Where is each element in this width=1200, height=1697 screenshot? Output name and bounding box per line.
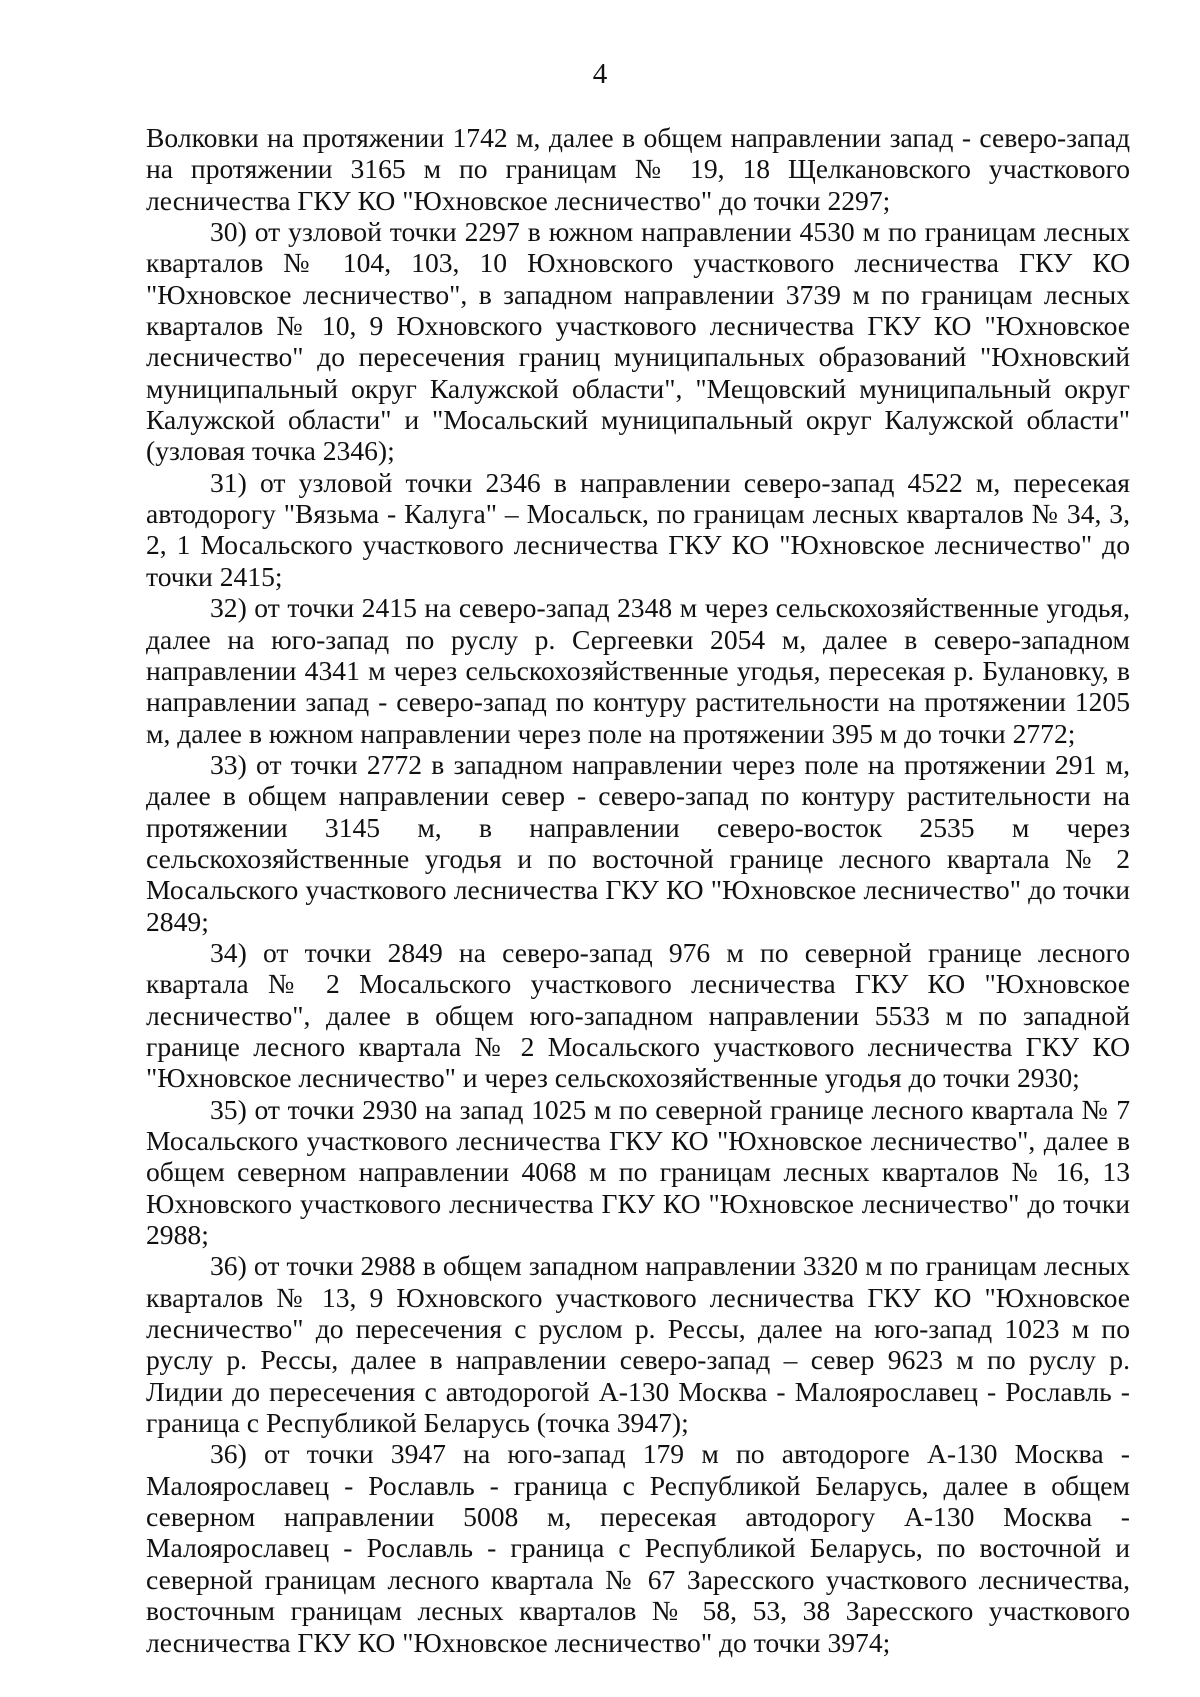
paragraph-item-35: 35) от точки 2930 на запад 1025 м по северной границе лесного квартала № 7 Мосальского участкового лесничества ГКУ КО "Юхновское лесничество", далее в общем северном направлении 4068 м по границам лесных кварталов № 16, 13 Юхновского участкового лесничества ГКУ КО "Юхновское лесничество" до точки 2988; — [146, 1093, 1130, 1251]
paragraph-item-30: 30) от узловой точки 2297 в южном направлении 4530 м по границам лесных кварталов № 104, 103, 10 Юхновского участкового лесничества ГКУ КО "Юхновское лесничество", в западном направлении 3739 м по границам лесных кварталов № 10, 9 Юхновского участкового лесничества ГКУ КО "Юхновское лесничество" до пересечения границ муниципальных образований "Юхновский муниципальный округ Калужской области", "Мещовский муниципальный округ Калужской области" и "Мосальский муниципальный округ Калужской области" (узловая точка 2346); — [146, 216, 1130, 467]
paragraph-item-36-first: 36) от точки 2988 в общем западном направлении 3320 м по границам лесных кварталов № 13, 9 Юхновского участкового лесничества ГКУ КО "Юхновское лесничество" до пересечения с руслом р. Рессы, далее на юго-запад 1023 м по руслу р. Рессы, далее в направлении северо-запад – север 9623 м по руслу р. Лидии до пересечения с автодорогой А-130 Москва - Малоярославец - Рославль - граница с Республикой Беларусь (точка 3947); — [146, 1250, 1130, 1439]
paragraph-item-31: 31) от узловой точки 2346 в направлении северо-запад 4522 м, пересекая автодорогу "Вязьма - Калуга" – Мосальск, по границам лесных кварталов № 34, 3, 2, 1 Мосальского участкового лесничества ГКУ КО "Юхновское лесничество" до точки 2415; — [146, 466, 1130, 592]
paragraph-continuation: Волковки на протяжении 1742 м, далее в общем направлении запад - северо-запад на протяжении 3165 м по границам № 19, 18 Щелкановского участкового лесничества ГКУ КО "Юхновское лесничество" до точки 2297; — [146, 122, 1130, 216]
paragraph-item-33: 33) от точки 2772 в западном направлении через поле на протяжении 291 м, далее в общем направлении север - северо-запад по контуру растительности на протяжении 3145 м, в направлении северо-восток 2535 м через сельскохозяйственные угодья и по восточной границе лесного квартала № 2 Мосальского участкового лесничества ГКУ КО "Юхновское лесничество" до точки 2849; — [146, 748, 1130, 937]
page-number: 4 — [592, 58, 608, 90]
document-body — [146, 122, 1130, 1658]
paragraph-item-32: 32) от точки 2415 на северо-запад 2348 м через сельскохозяйственные угодья, далее на юго-запад по руслу р. Сергеевки 2054 м, далее в северо-западном направлении 4341 м через сельскохозяйственные угодья, пересекая р. Булановку, в направлении запад - северо-запад по контуру растительности на протяжении 1205 м, далее в южном направлении через поле на протяжении 395 м до точки 2772; — [146, 592, 1130, 749]
paragraph-item-34: 34) от точки 2849 на северо-запад 976 м по северной границе лесного квартала № 2 Мосальского участкового лесничества ГКУ КО "Юхновское лесничество", далее в общем юго-западном направлении 5533 м по западной границе лесного квартала № 2 Мосальского участкового лесничества ГКУ КО "Юхновское лесничество" и через сельскохозяйственные угодья до точки 2930; — [146, 936, 1130, 1094]
paragraph-item-36-second: 36) от точки 3947 на юго-запад 179 м по автодороге А-130 Москва - Малоярославец - Рославль - граница с Республикой Беларусь, далее в общем северном направлении 5008 м, пересекая автодорогу А-130 Москва - Малоярославец - Рославль - граница с Республикой Беларусь, по восточной и северной границам лесного квартала № 67 Зaресского участкового лесничества, восточным границам лесных кварталов № 58, 53, 38 Зaресского участкового лесничества ГКУ КО "Юхновское лесничество" до точки 3974; — [146, 1438, 1130, 1658]
